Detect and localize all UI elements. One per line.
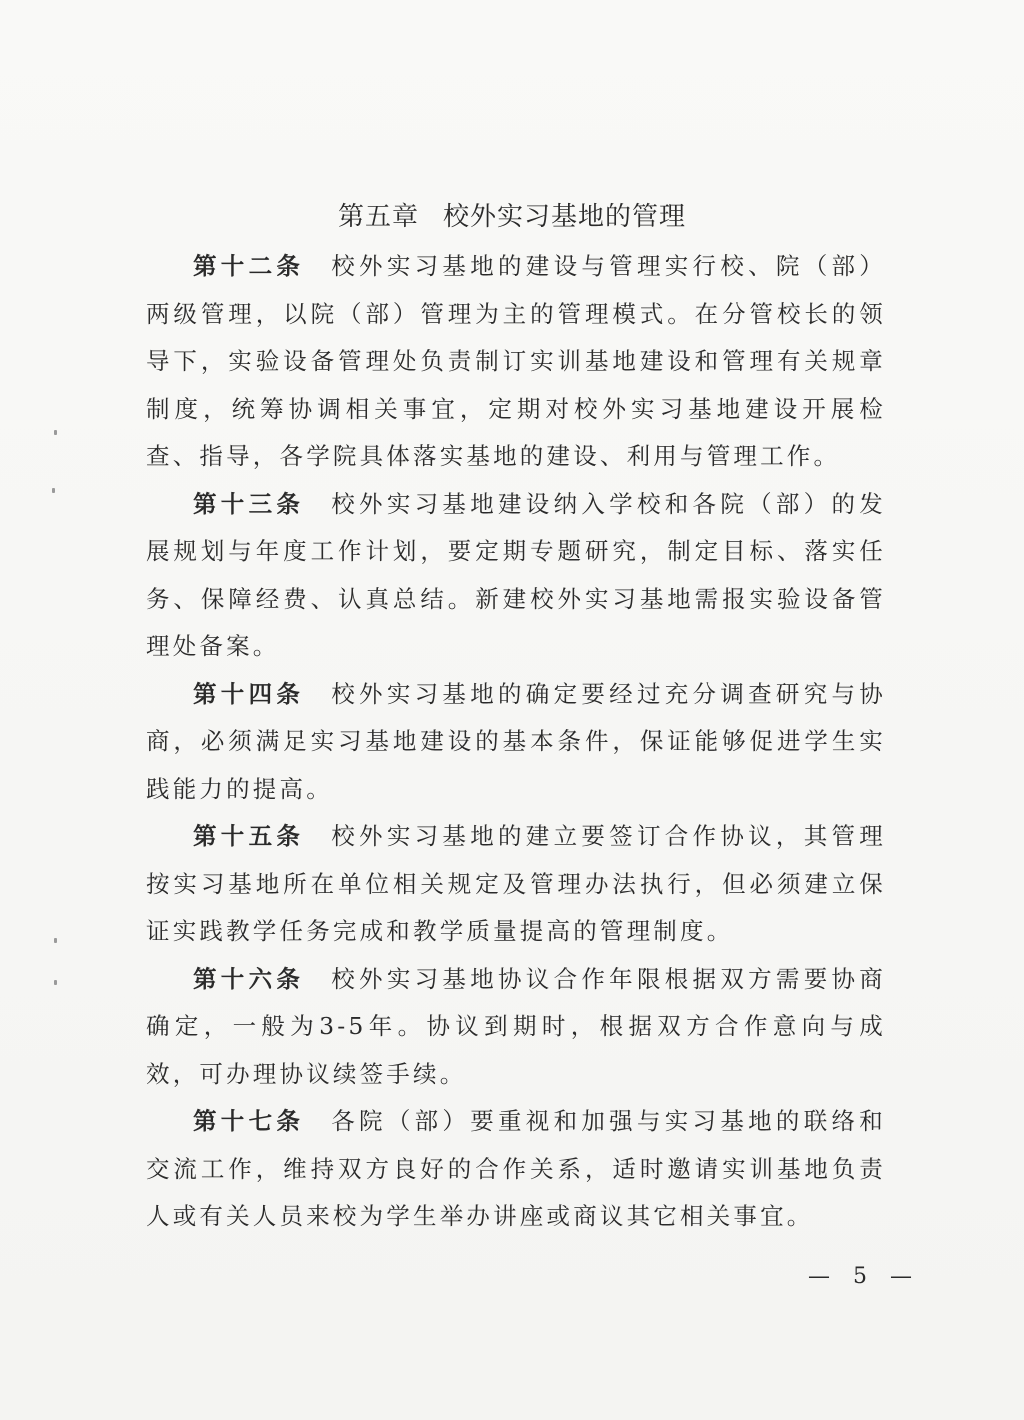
scan-speck — [54, 938, 57, 943]
chapter-number: 第五章 — [337, 202, 419, 232]
article-paragraph — [146, 1098, 886, 1241]
chapter-title — [0, 196, 1024, 233]
chapter-name: 校外实习基地的管理 — [443, 202, 687, 232]
article-number: 第十二条 — [193, 252, 305, 280]
article-text: 校外实习基地的确定要经过充分调查研究与协商，必须满足实习基地建设的基本条件，保证能够促进学生实践能力的提高。 — [146, 679, 886, 803]
article-text: 校外实习基地协议合作年限根据双方需要协商确定，一般为3-5年。协议到期时，根据双方合作意向与成效，可办理协议续签手续。 — [146, 964, 886, 1088]
article-paragraph — [146, 481, 886, 671]
article-number: 第十五条 — [193, 822, 305, 850]
page-number: — 5 — — [808, 1264, 920, 1289]
scan-speck — [54, 980, 57, 985]
article-text: 校外实习基地建设纳入学校和各院（部）的发展规划与年度工作计划，要定期专题研究，制定目标、落实任务、保障经费、认真总结。新建校外实习基地需报实验设备管理处备案。 — [146, 489, 886, 660]
article-text: 校外实习基地的建设与管理实行校、院（部）两级管理，以院（部）管理为主的管理模式。在分管校长的领导下，实验设备管理处负责制订实训基地建设和管理有关规章制度，统筹协调相关事宜，定期对校外实习基地建设开展检查、指导，各学院具体落实基地的建设、利用与管理工作。 — [146, 252, 886, 470]
scan-speck — [54, 430, 57, 435]
article-number: 第十四条 — [193, 679, 305, 708]
scan-speck — [52, 488, 55, 493]
article-paragraph — [146, 671, 886, 814]
article-paragraph — [146, 956, 886, 1099]
article-number: 第十三条 — [193, 489, 305, 518]
document-body — [146, 243, 886, 1241]
article-number: 第十七条 — [193, 1107, 305, 1135]
article-text: 各院（部）要重视和加强与实习基地的联络和交流工作，维持双方良好的合作关系，适时邀请实训基地负责人或有关人员来校为学生举办讲座或商议其它相关事宜。 — [146, 1107, 886, 1230]
article-text: 校外实习基地的建立要签订合作协议，其管理按实习基地所在单位相关规定及管理办法执行，但必须建立保证实践教学任务完成和教学质量提高的管理制度。 — [146, 822, 886, 945]
article-number: 第十六条 — [193, 964, 305, 993]
article-paragraph — [146, 243, 886, 481]
article-paragraph — [146, 813, 886, 956]
